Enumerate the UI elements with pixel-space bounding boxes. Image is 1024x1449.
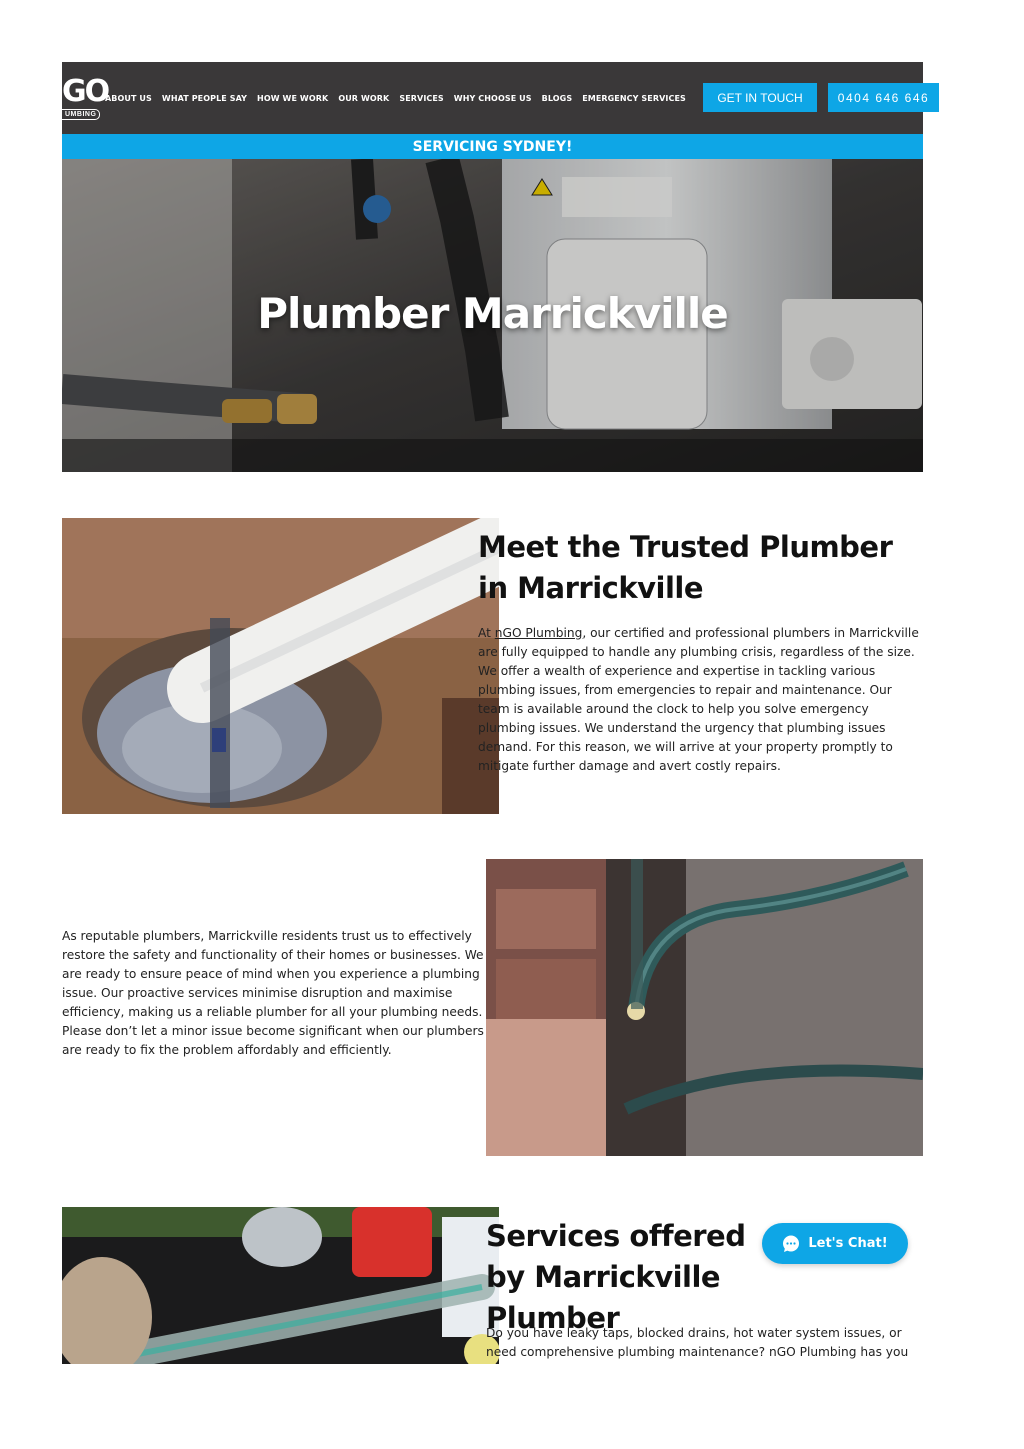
logo-text: GO xyxy=(62,74,109,109)
site-logo[interactable] xyxy=(62,74,109,120)
site-header xyxy=(62,62,930,134)
pipe-relining-photo xyxy=(62,1207,499,1364)
nav-what-people-say[interactable]: WHAT PEOPLE SAY xyxy=(161,93,248,103)
main-nav xyxy=(105,62,696,134)
pipe-trench-photo xyxy=(62,518,499,814)
chat-button[interactable] xyxy=(762,1223,908,1264)
section3-heading: Services offered by Marrickville Plumber xyxy=(486,1219,746,1335)
nav-blogs[interactable]: BLOGS xyxy=(541,93,573,103)
ngo-plumbing-link[interactable]: nGO Plumbing xyxy=(494,626,583,640)
get-in-touch-button[interactable]: GET IN TOUCH xyxy=(703,83,817,112)
nav-how-we-work[interactable]: HOW WE WORK xyxy=(257,93,329,103)
nav-emergency-services[interactable]: EMERGENCY SERVICES xyxy=(582,93,686,103)
nav-our-work[interactable]: OUR WORK xyxy=(338,93,390,103)
hero-title: Plumber Marrickville xyxy=(257,289,728,338)
section1-paragraph xyxy=(478,624,924,776)
chat-label: Let's Chat! xyxy=(808,1236,888,1251)
logo-subtext: UMBING xyxy=(62,109,100,120)
hero-section xyxy=(62,159,923,472)
section2-paragraph: As reputable plumbers, Marrickville residents trust us to effectively restore the safety and functionality of their homes or businesses. We are ready to ensure peace of mind when you experience a plumbing issue. Our proactive services minimise disruption and maximise efficiency, making us a reliable plumber for all your plumbing needs. Please don’t let a minor issue become significant when our plumbers are ready to fix the problem affordably and efficiently. xyxy=(62,929,484,1057)
nav-services[interactable]: SERVICES xyxy=(399,93,444,103)
phone-button[interactable]: 0404 646 646 xyxy=(828,83,939,112)
nav-about-us[interactable]: ABOUT US xyxy=(105,93,152,103)
copper-pipe-wall-photo xyxy=(486,859,923,1156)
servicing-banner: SERVICING SYDNEY! xyxy=(62,134,923,159)
section1-para-body: , our certified and professional plumbers in Marrickville are fully equipped to handle any plumbing crisis, regardless of the size. We offer a wealth of experience and expertise in tackling various plumbing issues, from emergencies to repair and maintenance. Our team is available around the clock to help you solve emergency plumbing issues. We understand the urgency that plumbing issues demand. For this reason, we will arrive at your property promptly to mitigate further damage and avert costly repairs. xyxy=(478,626,919,773)
section1-para-prefix: At xyxy=(478,626,495,640)
section3-paragraph: Do you have leaky taps, blocked drains, hot water system issues, or need comprehensive plumbing maintenance? nGO Plumbing has you xyxy=(486,1326,909,1359)
section1-heading: Meet the Trusted Plumber in Marrickville xyxy=(478,530,893,605)
chat-bubble-icon xyxy=(782,1235,800,1253)
nav-why-choose-us[interactable]: WHY CHOOSE US xyxy=(453,93,532,103)
